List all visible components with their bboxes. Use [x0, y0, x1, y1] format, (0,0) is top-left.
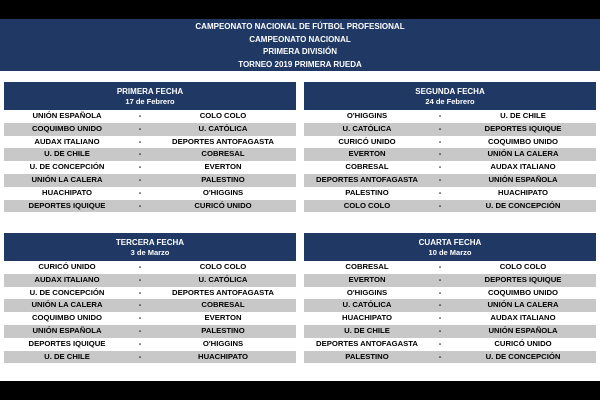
- tournament-header: [0, 19, 600, 71]
- match-row: [304, 136, 596, 149]
- away-team: UNIÓN LA CALERA: [487, 300, 559, 310]
- match-row: [304, 110, 596, 123]
- match-separator: -: [438, 162, 442, 172]
- away-team: U. CATÓLICA: [198, 274, 248, 284]
- round-header: [4, 82, 296, 110]
- round-title: TERCERA FECHA: [115, 238, 185, 247]
- away-team: U. DE CHILE: [500, 111, 546, 120]
- match-separator: -: [438, 174, 442, 184]
- match-separator: -: [138, 274, 142, 284]
- home-team: COQUIMBO UNIDO: [31, 123, 103, 133]
- round-date: 17 de Febrero: [125, 97, 175, 106]
- away-team: CURICÓ UNIDO: [194, 200, 252, 210]
- home-team: DEPORTES IQUIQUE: [28, 338, 106, 348]
- away-team: UNIÓN LA CALERA: [487, 149, 559, 159]
- round-header: [4, 233, 296, 261]
- match-separator: -: [438, 111, 442, 120]
- away-team: HUACHIPATO: [198, 351, 248, 361]
- match-separator: -: [138, 313, 142, 323]
- match-separator: -: [138, 325, 142, 335]
- match-separator: -: [138, 123, 142, 133]
- away-team: COLO COLO: [199, 262, 247, 271]
- away-team: UNIÓN ESPAÑOLA: [488, 325, 558, 335]
- away-team: CURICÓ UNIDO: [494, 338, 552, 348]
- away-team: COQUIMBO UNIDO: [487, 136, 559, 146]
- match-row: [304, 274, 596, 287]
- match-separator: -: [138, 162, 142, 172]
- match-row: [304, 174, 596, 187]
- round-block: [304, 233, 596, 363]
- away-team: O'HIGGINS: [202, 187, 244, 197]
- home-team: CURICÓ UNIDO: [38, 262, 96, 271]
- away-team: U. CATÓLICA: [198, 123, 248, 133]
- away-team: U. DE CONCEPCIÓN: [485, 200, 561, 210]
- away-team: HUACHIPATO: [498, 187, 548, 197]
- home-team: EVERTON: [348, 149, 386, 159]
- match-separator: -: [138, 287, 142, 297]
- away-team: PALESTINO: [201, 325, 245, 335]
- away-team: COBRESAL: [201, 149, 245, 159]
- round-title: SEGUNDA FECHA: [415, 87, 485, 96]
- away-team: AUDAX ITALIANO: [490, 313, 556, 323]
- home-team: UNIÓN LA CALERA: [31, 174, 103, 184]
- match-separator: -: [438, 274, 442, 284]
- round-block: [304, 82, 596, 212]
- match-separator: -: [438, 262, 442, 271]
- round-title: PRIMERA FECHA: [116, 87, 184, 96]
- away-team: EVERTON: [204, 313, 242, 323]
- match-row: [4, 187, 296, 200]
- away-team: PALESTINO: [201, 174, 245, 184]
- home-team: DEPORTES ANTOFAGASTA: [316, 338, 418, 348]
- match-row: [4, 110, 296, 123]
- away-team: COLO COLO: [199, 111, 247, 120]
- match-row: [4, 174, 296, 187]
- round-date: 3 de Marzo: [130, 248, 170, 257]
- match-row: [4, 338, 296, 351]
- home-team: HUACHIPATO: [42, 187, 92, 197]
- header-line-2: CAMPEONATO NACIONAL: [249, 34, 351, 44]
- match-row: [304, 200, 596, 213]
- home-team: CURICÓ UNIDO: [338, 136, 396, 146]
- match-separator: -: [138, 136, 142, 146]
- home-team: AUDAX ITALIANO: [34, 274, 100, 284]
- match-row: [304, 123, 596, 136]
- match-row: [304, 148, 596, 161]
- header-line-4: TORNEO 2019 PRIMERA RUEDA: [238, 59, 362, 69]
- match-row: [304, 187, 596, 200]
- match-separator: -: [138, 338, 142, 348]
- home-team: HUACHIPATO: [342, 313, 392, 323]
- header-line-1: CAMPEONATO NACIONAL DE FÚTBOL PROFESIONAL: [195, 22, 405, 31]
- home-team: PALESTINO: [345, 187, 389, 197]
- match-separator: -: [138, 200, 142, 210]
- home-team: U. DE CONCEPCIÓN: [29, 287, 105, 297]
- match-row: [4, 200, 296, 213]
- home-team: U. CATÓLICA: [342, 300, 392, 310]
- round-date: 24 de Febrero: [425, 97, 475, 106]
- home-team: EVERTON: [348, 274, 386, 284]
- home-team: DEPORTES IQUIQUE: [28, 200, 106, 210]
- match-row: [4, 325, 296, 338]
- match-separator: -: [438, 325, 442, 335]
- match-separator: -: [138, 300, 142, 310]
- away-team: O'HIGGINS: [202, 338, 244, 348]
- match-row: [4, 312, 296, 325]
- header-line-3: PRIMERA DIVISIÓN: [263, 47, 337, 56]
- away-team: DEPORTES IQUIQUE: [484, 123, 562, 133]
- match-separator: -: [438, 123, 442, 133]
- match-row: [304, 299, 596, 312]
- match-separator: -: [438, 200, 442, 210]
- match-separator: -: [138, 111, 142, 120]
- home-team: U. CATÓLICA: [342, 123, 392, 133]
- match-separator: -: [438, 136, 442, 146]
- match-separator: -: [438, 300, 442, 310]
- away-team: DEPORTES ANTOFAGASTA: [172, 287, 274, 297]
- match-row: [304, 261, 596, 274]
- away-team: AUDAX ITALIANO: [490, 162, 556, 172]
- round-block: [4, 233, 296, 363]
- home-team: O'HIGGINS: [346, 287, 388, 297]
- match-row: [4, 148, 296, 161]
- round-header: [304, 82, 596, 110]
- home-team: U. DE CHILE: [44, 351, 90, 361]
- match-separator: -: [138, 149, 142, 159]
- match-separator: -: [438, 338, 442, 348]
- home-team: UNIÓN ESPAÑOLA: [32, 111, 102, 120]
- away-team: UNIÓN ESPAÑOLA: [488, 174, 558, 184]
- round-title: CUARTA FECHA: [418, 238, 482, 247]
- home-team: COLO COLO: [343, 200, 391, 210]
- home-team: U. DE CHILE: [344, 325, 390, 335]
- match-separator: -: [438, 351, 442, 361]
- match-separator: -: [138, 174, 142, 184]
- match-row: [4, 299, 296, 312]
- match-separator: -: [438, 287, 442, 297]
- away-team: DEPORTES ANTOFAGASTA: [172, 136, 274, 146]
- match-row: [304, 161, 596, 174]
- match-row: [304, 338, 596, 351]
- home-team: O'HIGGINS: [346, 111, 388, 120]
- match-row: [4, 274, 296, 287]
- match-row: [4, 287, 296, 300]
- away-team: U. DE CONCEPCIÓN: [485, 351, 561, 361]
- match-row: [4, 123, 296, 136]
- match-separator: -: [138, 187, 142, 197]
- match-separator: -: [138, 351, 142, 361]
- match-separator: -: [438, 149, 442, 159]
- round-date: 10 de Marzo: [428, 248, 472, 257]
- home-team: DEPORTES ANTOFAGASTA: [316, 174, 418, 184]
- away-team: COQUIMBO UNIDO: [487, 287, 559, 297]
- home-team: COQUIMBO UNIDO: [31, 313, 103, 323]
- match-separator: -: [438, 313, 442, 323]
- away-team: EVERTON: [204, 162, 242, 172]
- fixture-sheet: [0, 19, 600, 381]
- match-row: [4, 261, 296, 274]
- match-row: [304, 351, 596, 364]
- away-team: DEPORTES IQUIQUE: [484, 274, 562, 284]
- home-team: COBRESAL: [345, 262, 389, 271]
- round-block: [4, 82, 296, 212]
- home-team: PALESTINO: [345, 351, 389, 361]
- match-separator: -: [138, 262, 142, 271]
- round-header: [304, 233, 596, 261]
- home-team: UNIÓN ESPAÑOLA: [32, 325, 102, 335]
- home-team: AUDAX ITALIANO: [34, 136, 100, 146]
- home-team: COBRESAL: [345, 162, 389, 172]
- match-row: [4, 351, 296, 364]
- away-team: COBRESAL: [201, 300, 245, 310]
- match-row: [304, 325, 596, 338]
- home-team: UNIÓN LA CALERA: [31, 300, 103, 310]
- home-team: U. DE CONCEPCIÓN: [29, 162, 105, 172]
- match-row: [304, 287, 596, 300]
- match-row: [4, 161, 296, 174]
- match-separator: -: [438, 187, 442, 197]
- away-team: COLO COLO: [499, 262, 547, 271]
- match-row: [304, 312, 596, 325]
- home-team: U. DE CHILE: [44, 149, 90, 159]
- match-row: [4, 136, 296, 149]
